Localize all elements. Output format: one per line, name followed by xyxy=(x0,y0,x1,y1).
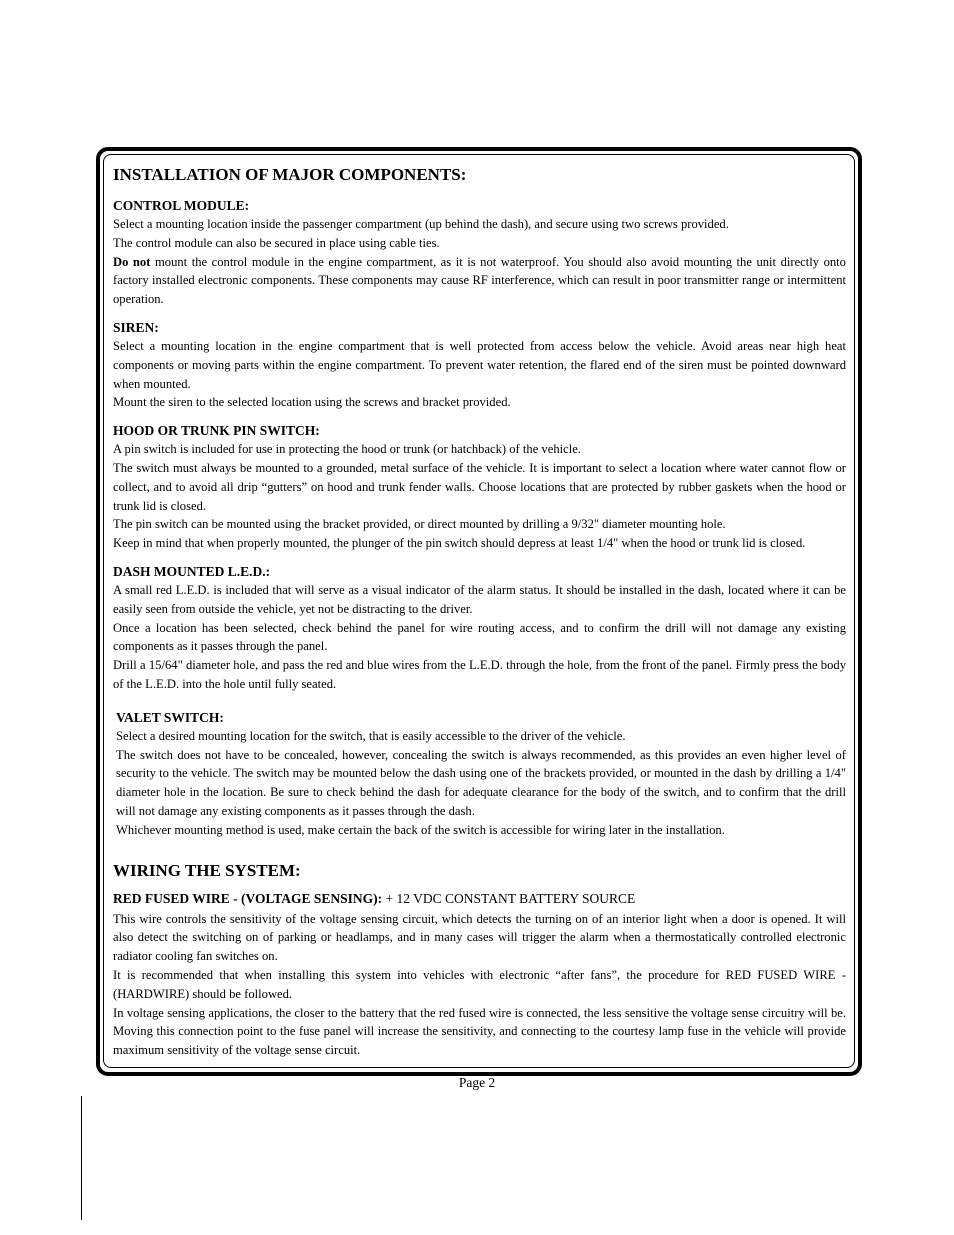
control-module-para-1: Select a mounting location inside the passenger compartment (up behind the dash), and secure using two screws provided. xyxy=(113,217,729,231)
margin-rule xyxy=(81,1096,82,1220)
control-module-para-3 xyxy=(113,253,846,309)
section-pin-switch xyxy=(113,421,846,553)
section-dash-led xyxy=(113,562,846,694)
pin-switch-para-1: A pin switch is included for use in protecting the hood or trunk (or hatchback) of the vehicle. xyxy=(113,442,581,457)
dash-led-heading: DASH MOUNTED L.E.D.: xyxy=(113,563,271,579)
control-module-para-2: The control module can also be secured in place using cable ties. xyxy=(113,235,440,250)
red-fused-wire-para-3: In voltage sensing applications, the closer to the battery that the red fused wire is connected, the less sensitive the voltage sense circuitry will be. Moving this connection point to the fuse panel will increase the sensitivity, and connecting to the courtesy lamp fuse in the vehicle will provide maximum sensitivity of the voltage sense circuit. xyxy=(113,1005,846,1058)
valet-switch-para-3: Whichever mounting method is used, make certain the back of the switch is accessible for wiring later in the installation. xyxy=(116,822,725,837)
section-control-module xyxy=(113,196,846,309)
document-content xyxy=(113,162,846,1069)
red-fused-wire-label: RED FUSED WIRE - (VOLTAGE SENSING): xyxy=(113,890,383,906)
siren-para-2: Mount the siren to the selected location using the screws and bracket provided. xyxy=(113,395,511,410)
pin-switch-para-3: The pin switch can be mounted using the bracket provided, or direct mounted by drilling a 9/32" diameter mounting hole. xyxy=(113,517,726,532)
section-red-fused-wire xyxy=(113,888,846,1060)
red-fused-wire-para-1: This wire controls the sensitivity of the voltage sensing circuit, which detects the turning on of an interior light when a door is opened. It will also detect the switching on of parking or headlamps, and in many cases will trigger the alarm when a thermostatically controlled electronic radiator cooling fan switches on. xyxy=(113,911,846,964)
red-fused-wire-heading xyxy=(113,888,846,910)
red-fused-wire-para-2: It is recommended that when installing this system into vehicles with electronic “after fans”, the procedure for RED FUSED WIRE - (HARDWIRE) should be followed. xyxy=(113,967,846,1001)
red-fused-wire-source: + 12 VDC CONSTANT BATTERY SOURCE xyxy=(382,890,636,906)
dash-led-para-3: Drill a 15/64" diameter hole, and pass the red and blue wires from the L.E.D. through the hole, from the front of the panel. Firmly press the body of the L.E.D. into the hole until fully seated. xyxy=(113,658,846,691)
siren-heading: SIREN: xyxy=(113,319,159,335)
pin-switch-para-4: Keep in mind that when properly mounted, the plunger of the pin switch should depress at least 1/4" when the hood or trunk lid is closed. xyxy=(113,536,806,551)
valet-switch-para-2: The switch does not have to be concealed, however, concealing the switch is always recommended, as this provides an even higher level of security to the vehicle. The switch may be mounted below the dash using one of the brackets provided, or mounted in the dash by drilling a 1/4" diameter hole in the location. Be sure to check behind the dash for adequate clearance for the body of the switch, and to confirm that the drill will not damage any existing components as it passes through the dash. xyxy=(116,747,846,818)
do-not-emphasis: Do not xyxy=(113,254,151,269)
pin-switch-para-2: The switch must always be mounted to a grounded, metal surface of the vehicle. It is important to select a location where water cannot flow or collect, and to avoid all drip “gutters” on hood and trunk fender walls. Choose locations that are protected by rubber gaskets when the hood or trunk lid is closed. xyxy=(113,460,846,513)
valet-switch-para-1: Select a desired mounting location for the switch, that is easily accessible to the driver of the vehicle. xyxy=(116,728,626,743)
pin-switch-heading: HOOD OR TRUNK PIN SWITCH: xyxy=(113,423,320,439)
dash-led-para-1: A small red L.E.D. is included that will serve as a visual indicator of the alarm status. It should be installed in the dash, located where it can be easily seen from outside the vehicle, yet not be distracting to the driver. xyxy=(113,582,846,616)
section-title-wiring: WIRING THE SYSTEM: xyxy=(113,860,301,880)
dash-led-para-2: Once a location has been selected, check behind the panel for wire routing access, and to confirm the drill will not damage any existing components as it passes through the panel. xyxy=(113,620,846,654)
siren-para-1: Select a mounting location in the engine compartment that is well protected from access below the vehicle. Avoid areas near high heat components or moving parts within the engine compartment. To prevent water retention, the flared end of the siren must be pointed downward when mounted. xyxy=(113,338,846,391)
page-number: Page 2 xyxy=(458,1075,496,1090)
control-module-heading: CONTROL MODULE: xyxy=(113,198,250,213)
section-siren xyxy=(113,318,846,412)
section-valet-switch xyxy=(113,708,846,840)
valet-switch-heading: VALET SWITCH: xyxy=(116,709,224,725)
section-title-installation: INSTALLATION OF MAJOR COMPONENTS: xyxy=(113,165,467,184)
control-module-para-3-text: mount the control module in the engine compartment, as it is not waterproof. You should also avoid mounting the unit directly onto factory installed electronic components. These components may cause RF interference, which can result in poor transmitter range or intermittent operation. xyxy=(113,254,846,307)
